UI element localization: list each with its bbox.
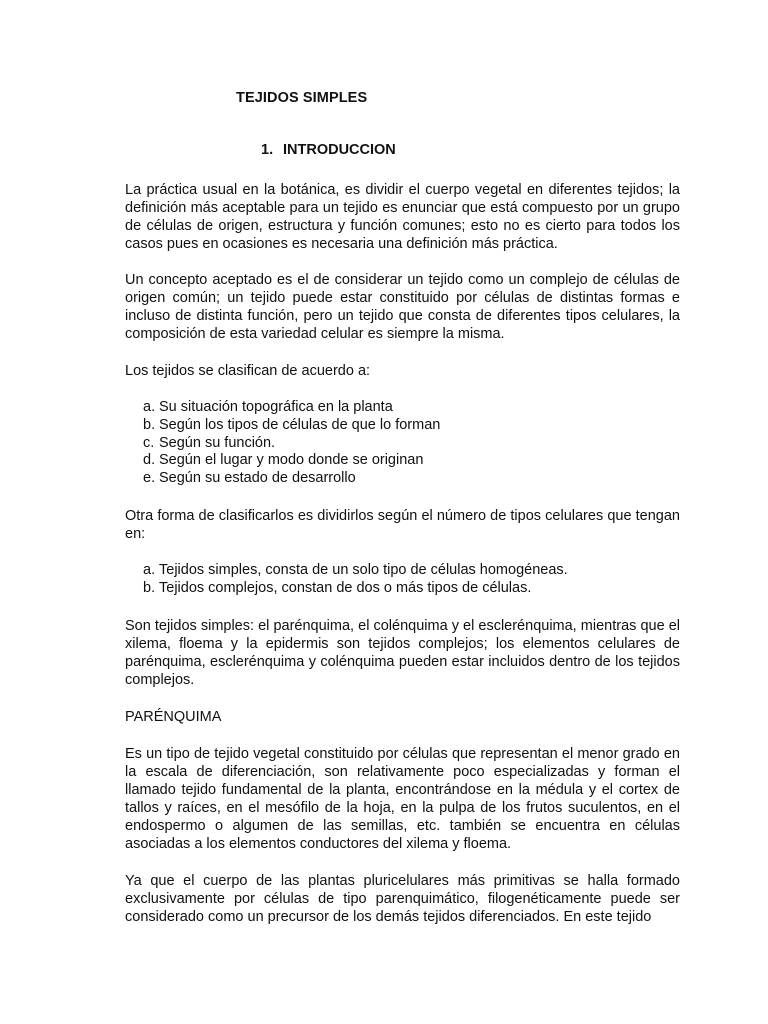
list-item [143, 399, 680, 417]
paragraph-concept: Un concepto aceptado es el de considerar un tejido como un complejo de células de origen común; un tejido puede estar constituido por células de distintas formas e incluso de distinta función, pero un tejido que consta de diferentes tipos celulares, la composición de esta variedad celular es siempre la misma. [125, 272, 680, 342]
paragraph-other-classification: Otra forma de clasificarlos es dividirlos según el número de tipos celulares que tengan en: [125, 507, 680, 542]
section-heading [261, 142, 396, 158]
list-item-text: Según su estado de desarrollo [159, 470, 356, 487]
list-item [143, 452, 680, 470]
list-item-text: Tejidos complejos, constan de dos o más tipos de células. [159, 579, 532, 596]
list-item-text: Según el lugar y modo donde se originan [159, 452, 424, 469]
list-item-text: Según los tipos de células de que lo forman [159, 416, 441, 433]
document-title: TEJIDOS SIMPLES [236, 90, 368, 106]
list-item [143, 435, 680, 453]
list-item [143, 417, 680, 435]
list-marker: a. [143, 399, 156, 415]
paragraph-parenquima-definition: Es un tipo de tejido vegetal constituido por células que representan el menor grado en la escala de diferenciación, son relativamente poco especializadas y forman el llamado tejido fundamental de la planta, encontrándose en la médula y el cortex de tallos y raíces, en el mesófilo de la hoja, en la pulpa de los frutos suculentos, en el endospermo o algumen de las semillas, etc. también se encuentra en células asociadas a los elementos conductores del xilema y floema. [125, 745, 680, 852]
paragraph-simple-tissues: Son tejidos simples: el parénquima, el colénquima y el esclerénquima, mientras que el xilema, floema y la epidermis son tejidos complejos; los elementos celulares de parénquima, esclerénquima y colénquima pueden estar incluidos dentro de los tejidos complejos. [125, 617, 680, 688]
list-item [143, 580, 680, 598]
list-item-text: Según su función. [159, 434, 276, 451]
paragraph-parenquima-origin: Ya que el cuerpo de las plantas pluricelulares más primitivas se halla formado exclusivamente por células de tipo parenquimático, filogenéticamente puede ser considerado como un precursor de los demás tejidos diferenciados. En este tejido [125, 872, 680, 925]
tissue-type-list [125, 562, 680, 598]
list-item-text: Su situación topográfica en la planta [159, 399, 393, 415]
section-label: INTRODUCCION [283, 142, 396, 158]
list-item [143, 470, 680, 488]
list-marker: e. [143, 470, 156, 487]
list-marker: b. [143, 416, 156, 433]
list-marker: c. [143, 434, 155, 451]
list-marker: d. [143, 452, 156, 469]
list-marker: b. [143, 579, 156, 596]
classification-list [125, 399, 680, 488]
section-number: 1. [261, 142, 274, 158]
document-body [125, 181, 680, 926]
list-item [143, 562, 680, 580]
paragraph-intro: La práctica usual en la botánica, es dividir el cuerpo vegetal en diferentes tejidos; la definición más aceptable para un tejido es enunciar que está compuesto por un grupo de células de origen, estructura y función comunes; esto no es cierto para todos los casos pues en ocasiones es necesaria una definición más práctica. [125, 182, 680, 252]
subheading-parenquima: PARÉNQUIMA [125, 708, 222, 725]
list-item-text: Tejidos simples, consta de un solo tipo de células homogéneas. [159, 561, 568, 578]
paragraph-classification: Los tejidos se clasifican de acuerdo a: [125, 363, 371, 379]
list-marker: a. [143, 561, 156, 578]
